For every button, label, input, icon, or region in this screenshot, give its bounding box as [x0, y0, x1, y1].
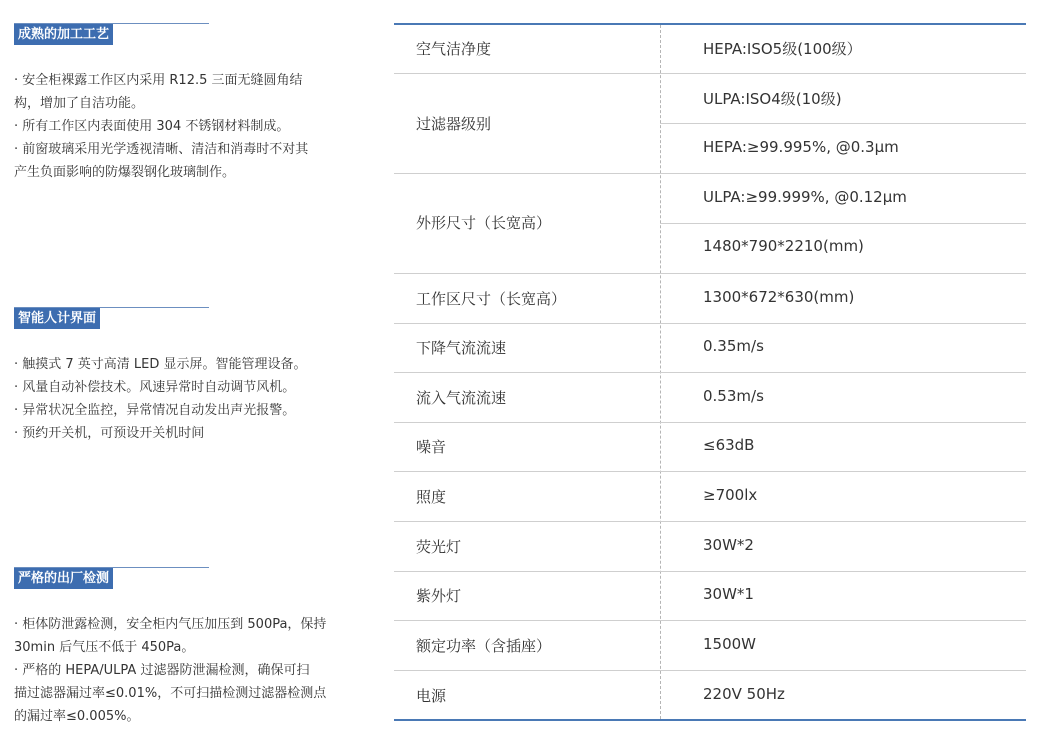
section-title: 成熟的加工工艺	[14, 24, 113, 45]
spec-name: 空气洁净度	[416, 40, 492, 58]
spec-name: 流入气流流速	[416, 389, 507, 407]
section-line: · 风量自动补偿技术。风速异常时自动调节风机。	[14, 380, 296, 395]
spec-name: 荧光灯	[416, 538, 462, 556]
spec-value: HEPA:ISO5级(100级）	[703, 40, 862, 58]
row-divider	[394, 173, 1026, 174]
spec-name: 照度	[416, 488, 447, 506]
section-header	[14, 307, 359, 331]
row-divider	[394, 670, 1026, 671]
row-divider	[394, 372, 1026, 373]
section-line: · 预约开关机，可预设开关机时间	[14, 426, 205, 441]
spec-value: HEPA:≥99.995%, @0.3μm	[703, 138, 899, 156]
spec-name: 下降气流流速	[416, 339, 507, 357]
section-inspection	[14, 567, 359, 728]
row-divider	[394, 571, 1026, 572]
spec-name: 电源	[416, 687, 447, 705]
row-divider	[394, 323, 1026, 324]
spec-value: 1300*672*630(mm)	[703, 288, 855, 306]
spec-value: 1500W	[703, 635, 757, 653]
table-bottom-rule	[394, 719, 1026, 721]
row-divider	[394, 73, 1026, 74]
spec-value: ULPA:ISO4级(10级)	[703, 90, 842, 108]
spec-name: 噪音	[416, 438, 447, 456]
section-line: 30min 后气压不低于 450Pa。	[14, 640, 195, 655]
section-body	[14, 69, 359, 184]
section-line: · 触摸式 7 英寸高清 LED 显示屏。智能管理设备。	[14, 357, 307, 372]
section-line: · 所有工作区内表面使用 304 不锈钢材料制成。	[14, 119, 290, 134]
spec-value: 0.53m/s	[703, 387, 764, 405]
spec-value: 30W*1	[703, 585, 754, 603]
row-divider	[660, 123, 1026, 124]
table-top-rule	[394, 23, 1026, 25]
section-line: 构，增加了自洁功能。	[14, 96, 145, 111]
spec-name: 紫外灯	[416, 587, 462, 605]
section-line: · 柜体防泄露检测，安全柜内气压加压到 500Pa，保持	[14, 617, 327, 632]
spec-name: 外形尺寸（长宽高）	[416, 214, 552, 232]
row-divider	[394, 422, 1026, 423]
section-craft	[14, 23, 359, 184]
spec-value: 30W*2	[703, 536, 754, 554]
spec-name: 工作区尺寸（长宽高）	[416, 290, 567, 308]
spec-value: 0.35m/s	[703, 337, 764, 355]
spec-value: ≥700lx	[703, 486, 758, 504]
section-line: 的漏过率≤0.005%。	[14, 709, 140, 724]
section-body	[14, 353, 359, 445]
spec-table	[394, 23, 1026, 721]
spec-value: ≤63dB	[703, 436, 755, 454]
row-divider	[394, 620, 1026, 621]
row-divider	[394, 471, 1026, 472]
section-title: 严格的出厂检测	[14, 568, 113, 589]
section-line: 描过滤器漏过率≤0.01%，不可扫描检测过滤器检测点	[14, 686, 327, 701]
section-line: 产生负面影响的防爆裂钢化玻璃制作。	[14, 165, 236, 180]
spec-value: 220V 50Hz	[703, 685, 785, 703]
spec-value: ULPA:≥99.999%, @0.12μm	[703, 188, 907, 206]
spec-name: 过滤器级别	[416, 115, 492, 133]
section-body	[14, 613, 359, 728]
spec-value: 1480*790*2210(mm)	[703, 237, 864, 255]
section-line: · 安全柜裸露工作区内采用 R12.5 三面无缝圆角结	[14, 73, 303, 88]
spec-name: 额定功率（含插座）	[416, 637, 552, 655]
section-line: · 异常状况全监控，异常情况自动发出声光报警。	[14, 403, 296, 418]
section-header	[14, 23, 359, 47]
section-interface	[14, 307, 359, 445]
row-divider	[660, 223, 1026, 224]
section-header	[14, 567, 359, 591]
row-divider	[394, 273, 1026, 274]
row-divider	[394, 521, 1026, 522]
section-line: · 前窗玻璃采用光学透视清晰、清洁和消毒时不对其	[14, 142, 309, 157]
section-line: · 严格的 HEPA/ULPA 过滤器防泄漏检测，确保可扫	[14, 663, 310, 678]
section-title: 智能人计界面	[14, 308, 100, 329]
